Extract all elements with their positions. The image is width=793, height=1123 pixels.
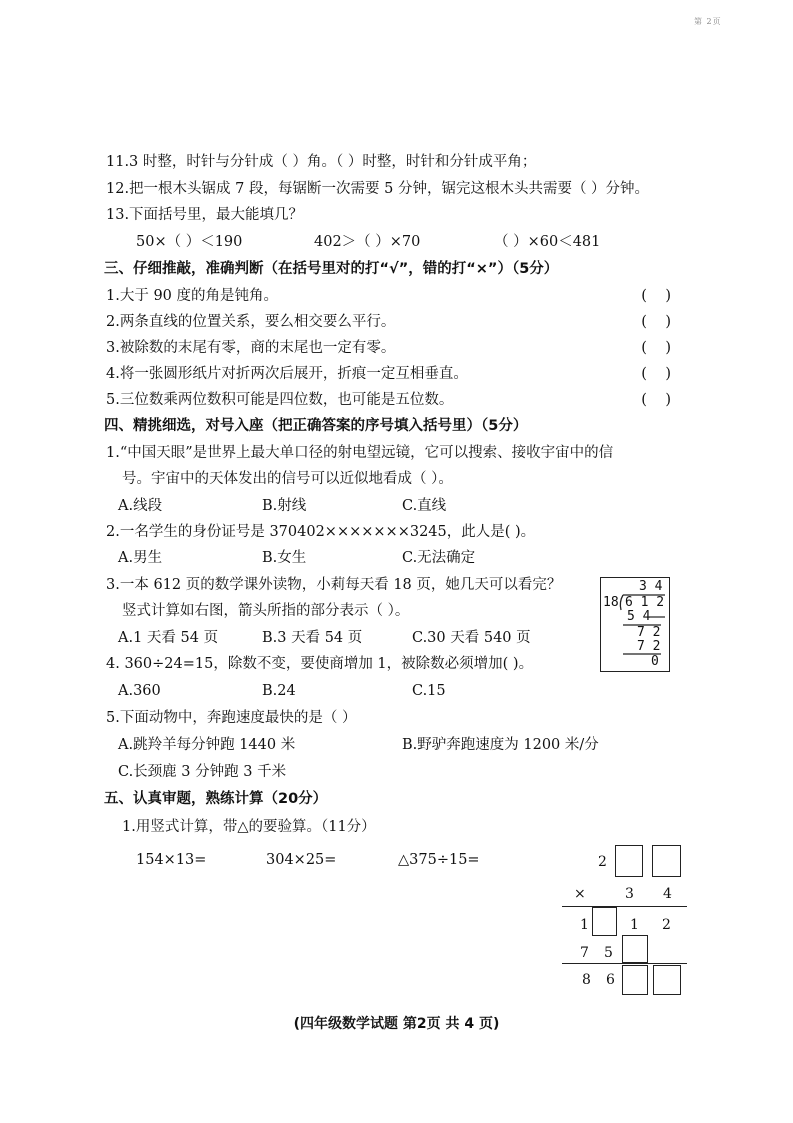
q5-option-a: A.跳羚羊每分钟跑 1440 米 <box>118 737 296 753</box>
judge-item-3: 3.被除数的末尾有零，商的末尾也一定有零。 <box>106 340 396 356</box>
judge-item-1: 1.大于 90 度的角是钝角。 <box>106 288 279 304</box>
q4-option-a: A.360 <box>118 683 161 699</box>
puzzle-row5-digit-a: 8 <box>582 972 591 988</box>
question-13: 13.下面括号里，最大能填几？ <box>106 207 304 223</box>
q13-item-2: 402＞（ ）×70 <box>314 234 421 250</box>
question-12: 12.把一根木头锯成 7 段，每锯断一次需要 5 分钟，锯完这根木头共需要（ ）分钟。 <box>106 181 650 197</box>
q13-item-3: （ ）×60＜481 <box>494 234 601 250</box>
puzzle-row3-digit-a: 1 <box>580 917 589 933</box>
q4-option-c: C.15 <box>412 683 446 699</box>
puzzle-line-1 <box>562 906 687 907</box>
section-4-title: 四、精挑细选，对号入座（把正确答案的序号填入括号里）（5分） <box>104 418 528 434</box>
q1-option-b: B.射线 <box>262 498 307 514</box>
division-step-1: 5 4 <box>627 609 651 624</box>
puzzle-row4-digit-b: 5 <box>604 945 613 961</box>
puzzle-box-3[interactable] <box>592 907 617 936</box>
q1-option-a: A.线段 <box>118 498 163 514</box>
judge-blank-1[interactable]: ( ) <box>641 288 671 304</box>
judge-item-4: 4.将一张圆形纸片对折两次后展开，折痕一定互相垂直。 <box>106 366 468 382</box>
puzzle-box-6[interactable] <box>653 965 681 995</box>
q2-option-a: A.男生 <box>118 550 163 566</box>
calc-expr-3: △375÷15= <box>398 852 480 868</box>
calc-expr-2: 304×25= <box>266 852 337 868</box>
q2-option-c: C.无法确定 <box>402 550 476 566</box>
judge-item-5: 5.三位数乘两位数积可能是四位数，也可能是五位数。 <box>106 392 454 408</box>
choice-q1-line1: 1.“中国天眼”是世界上最大单口径的射电望远镜，它可以搜索、接收宇宙中的信 <box>106 445 614 461</box>
division-step-3: 7 2 <box>637 639 661 654</box>
puzzle-box-2[interactable] <box>652 845 681 877</box>
section-5-sub-1: 1.用竖式计算，带△的要验算。（11分） <box>122 819 376 835</box>
division-step-2: 7 2 <box>637 625 661 640</box>
judge-blank-3[interactable]: ( ) <box>641 340 671 356</box>
q3-option-c: C.30 天看 540 页 <box>412 630 531 646</box>
q3-option-b: B.3 天看 54 页 <box>262 630 363 646</box>
q13-item-1: 50×（ ）＜190 <box>136 234 243 250</box>
division-remainder: 0 <box>651 654 659 669</box>
puzzle-row5-digit-b: 6 <box>606 972 615 988</box>
choice-q3-line2: 竖式计算如右图，箭头所指的部分表示（ ）。 <box>122 603 410 619</box>
choice-q2: 2.一名学生的身份证号是 370402×××××××3245，此人是( )。 <box>106 524 536 540</box>
puzzle-row4-digit-a: 7 <box>580 945 589 961</box>
puzzle-box-1[interactable] <box>615 845 643 877</box>
corner-scan-mark: 第 2页 <box>694 17 722 26</box>
choice-q3-line1: 3.一本 612 页的数学课外读物，小莉每天看 18 页，她几天可以看完？ <box>106 577 562 593</box>
choice-q1-line2: 号。宇宙中的天体发出的信号可以近似地看成（ ）。 <box>122 471 453 487</box>
choice-q5: 5.下面动物中，奔跑速度最快的是（ ） <box>106 710 357 726</box>
division-quotient: 3 4 <box>639 579 663 594</box>
puzzle-row2-digit-b: 4 <box>663 886 672 902</box>
question-11: 11.3 时整，时针与分针成（ ）角。（ ）时整，时针和分针成平角； <box>106 154 537 170</box>
choice-q4: 4. 360÷24=15，除数不变，要使商增加 1，被除数必须增加( )。 <box>106 656 534 672</box>
judge-blank-2[interactable]: ( ) <box>641 314 671 330</box>
puzzle-row1-digit: 2 <box>598 854 607 870</box>
q5-option-c: C.长颈鹿 3 分钟跑 3 千米 <box>118 764 287 780</box>
q2-option-b: B.女生 <box>262 550 307 566</box>
judge-item-2: 2.两条直线的位置关系，要么相交要么平行。 <box>106 314 396 330</box>
q3-option-a: A.1 天看 54 页 <box>118 630 219 646</box>
q4-option-b: B.24 <box>262 683 296 699</box>
puzzle-box-4[interactable] <box>622 935 648 963</box>
long-division-figure <box>600 577 670 672</box>
section-5-title: 五、认真审题，熟练计算（20分） <box>104 791 328 807</box>
section-3-title: 三、仔细推敲，准确判断（在括号里对的打“√”，错的打“×”）（5分） <box>104 261 559 277</box>
division-divisor: 18 <box>603 595 619 610</box>
q1-option-c: C.直线 <box>402 498 447 514</box>
division-dividend: 6 1 2 <box>625 595 665 610</box>
puzzle-times-sign: × <box>574 886 586 902</box>
puzzle-row3-digit-b: 1 <box>630 917 639 933</box>
puzzle-box-5[interactable] <box>622 965 648 995</box>
calc-expr-1: 154×13= <box>136 852 207 868</box>
puzzle-row3-digit-c: 2 <box>662 917 671 933</box>
puzzle-line-2 <box>562 963 687 964</box>
judge-blank-5[interactable]: ( ) <box>641 392 671 408</box>
puzzle-row2-digit-a: 3 <box>625 886 634 902</box>
judge-blank-4[interactable]: ( ) <box>641 366 671 382</box>
q5-option-b: B.野驴奔跑速度为 1200 米/分 <box>402 737 599 753</box>
page-footer: (四年级数学试题 第2页 共 4 页) <box>293 1016 500 1032</box>
